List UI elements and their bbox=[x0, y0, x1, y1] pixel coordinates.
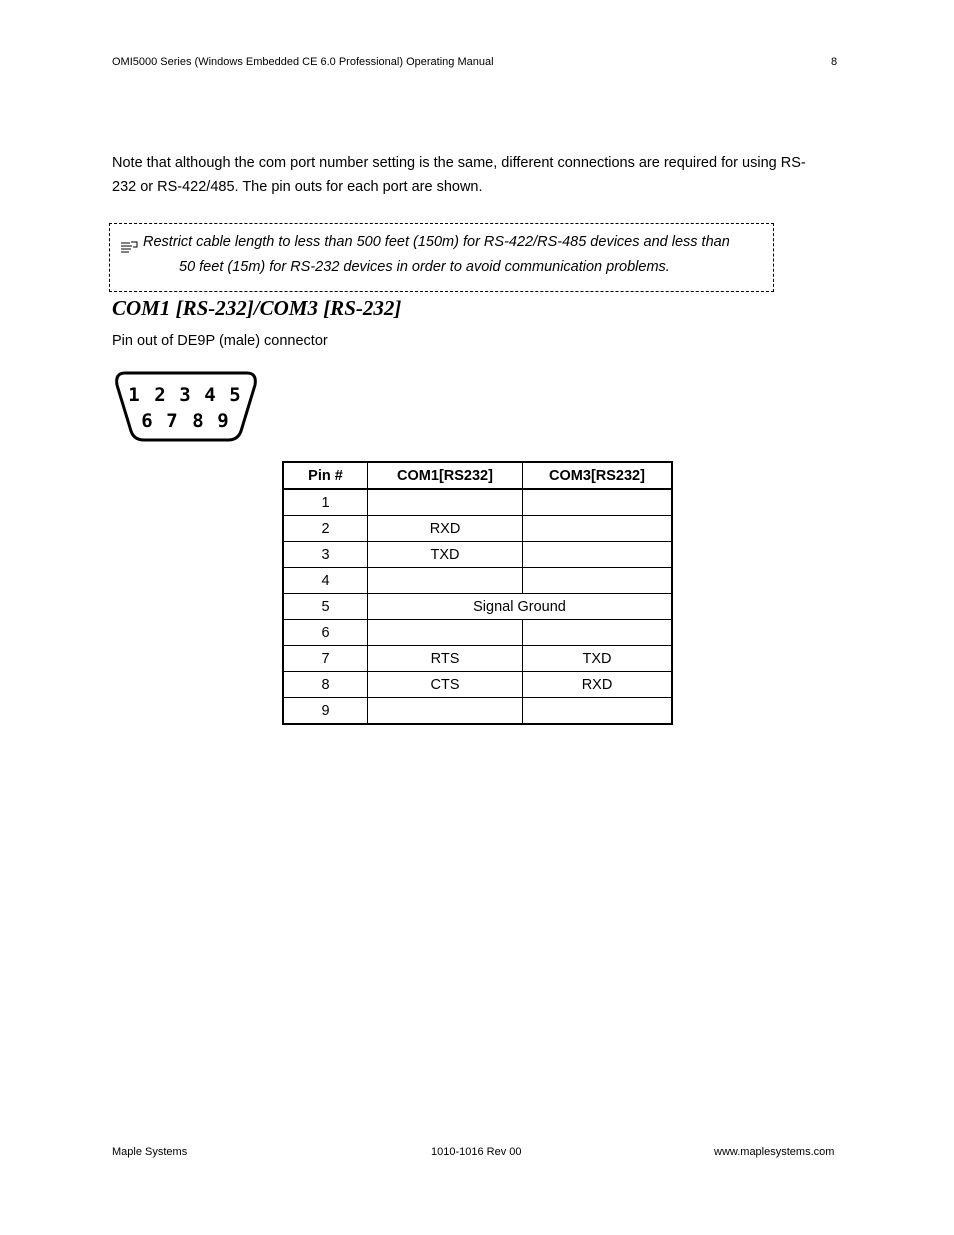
footer-company: Maple Systems bbox=[112, 1146, 188, 1158]
table-row bbox=[283, 620, 672, 646]
table-row bbox=[283, 489, 672, 516]
cell-pin: 2 bbox=[283, 516, 368, 542]
cell-com3 bbox=[523, 568, 673, 594]
connector-pin-8: 8 bbox=[192, 410, 204, 432]
cell-com3 bbox=[523, 698, 673, 725]
de9p-connector-diagram bbox=[113, 369, 259, 443]
cell-com3: TXD bbox=[523, 646, 673, 672]
cell-com3 bbox=[523, 620, 673, 646]
cell-com1: TXD bbox=[368, 542, 523, 568]
pinout-table bbox=[282, 461, 673, 725]
intro-paragraph: Note that although the com port number setting is the same, different connections are required for using RS-232 or RS-422/485. The pin outs for each port are shown. bbox=[112, 155, 806, 195]
table-row bbox=[283, 516, 672, 542]
footer-website: www.maplesystems.com bbox=[714, 1146, 835, 1158]
table-row bbox=[283, 646, 672, 672]
connector-caption: Pin out of DE9P (male) connector bbox=[112, 333, 328, 349]
connector-pin-3: 3 bbox=[179, 384, 191, 406]
note-hand-icon bbox=[120, 241, 138, 253]
cell-com1 bbox=[368, 698, 523, 725]
cell-pin: 1 bbox=[283, 489, 368, 516]
cell-com3: RXD bbox=[523, 672, 673, 698]
connector-pin-2: 2 bbox=[154, 384, 166, 406]
section-heading: COM1 [RS-232]/COM3 [RS-232] bbox=[112, 296, 402, 320]
cell-com1 bbox=[368, 489, 523, 516]
cell-pin: 7 bbox=[283, 646, 368, 672]
connector-pin-9: 9 bbox=[217, 410, 229, 432]
cell-com1: RTS bbox=[368, 646, 523, 672]
table-header-row bbox=[283, 462, 672, 489]
page-number: 8 bbox=[831, 56, 838, 68]
cell-pin: 9 bbox=[283, 698, 368, 725]
note-text-line2: 50 feet (15m) for RS-232 devices in order to avoid communication problems. bbox=[179, 259, 670, 275]
cell-signal-ground: Signal Ground bbox=[368, 594, 673, 620]
connector-pin-6: 6 bbox=[141, 410, 153, 432]
cell-com1 bbox=[368, 568, 523, 594]
note-box bbox=[109, 223, 774, 292]
table-row bbox=[283, 672, 672, 698]
cell-com1: RXD bbox=[368, 516, 523, 542]
connector-pin-1: 1 bbox=[128, 384, 140, 406]
footer-doc-number: 1010-1016 Rev 00 bbox=[431, 1146, 522, 1158]
cell-pin: 6 bbox=[283, 620, 368, 646]
connector-pin-5: 5 bbox=[229, 384, 241, 406]
col-header-com1: COM1[RS232] bbox=[368, 462, 523, 489]
cell-com3 bbox=[523, 542, 673, 568]
header-title: OMI5000 Series (Windows Embedded CE 6.0 Professional) Operating Manual bbox=[112, 56, 494, 68]
table-row bbox=[283, 594, 672, 620]
cell-com3 bbox=[523, 516, 673, 542]
connector-pin-7: 7 bbox=[166, 410, 178, 432]
col-header-com3: COM3[RS232] bbox=[523, 462, 673, 489]
cell-pin: 5 bbox=[283, 594, 368, 620]
table-row bbox=[283, 568, 672, 594]
cell-pin: 8 bbox=[283, 672, 368, 698]
note-text-line1: Restrict cable length to less than 500 feet (150m) for RS-422/RS-485 devices and less than bbox=[143, 234, 730, 250]
cell-pin: 3 bbox=[283, 542, 368, 568]
cell-com1: CTS bbox=[368, 672, 523, 698]
table-row bbox=[283, 542, 672, 568]
cell-com3 bbox=[523, 489, 673, 516]
connector-pin-4: 4 bbox=[204, 384, 216, 406]
cell-pin: 4 bbox=[283, 568, 368, 594]
col-header-pin: Pin # bbox=[283, 462, 368, 489]
cell-com1 bbox=[368, 620, 523, 646]
table-row bbox=[283, 698, 672, 725]
